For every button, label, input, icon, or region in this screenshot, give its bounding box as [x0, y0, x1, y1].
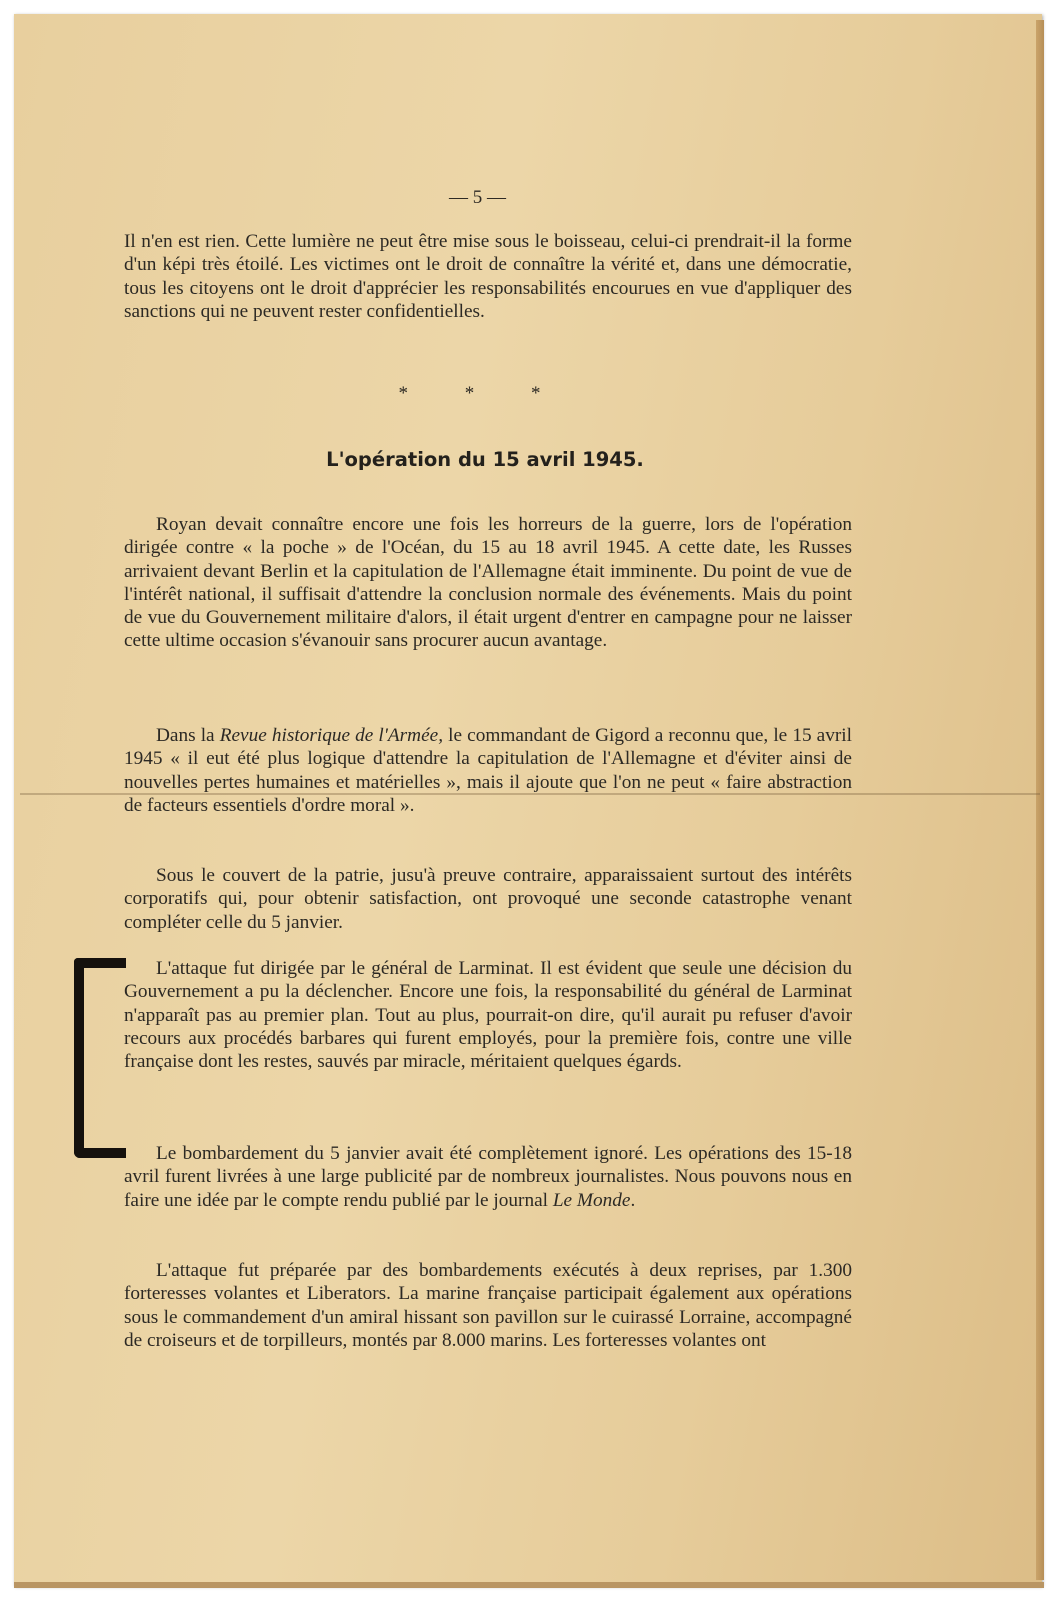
- paragraph-block-4: [124, 957, 852, 1073]
- paragraph-2-rest: le commandant de Gigord a reconnu que, le 15 avril 1945 « il eut été plus logique d'attendre la capitulation de l'Allemagne et d'éviter ainsi de nouvelles pertes humaines et matérielles », mais il ajoute que l'on ne peut « faire abstraction de facteurs essentiels d'ordre moral ».: [124, 725, 853, 816]
- paragraph-5-start: Le bombardement du 5 janvier avait été complètement ignoré. Les opérations des 15-18 avril furent livrées à une large publicité par de nombreux journalistes. Nous pouvons nous en faire une idée par le compte rendu publié par le journal: [124, 1143, 852, 1211]
- paragraph-5: [124, 1142, 852, 1212]
- paragraph-block-6: [124, 1259, 852, 1352]
- lead-paragraph: Il n'en est rien. Cette lumière ne peut être mise sous le boisseau, celui-ci prendrait-il la forme d'un képi très étoilé. Les victimes ont le droit de connaître la vérité et, dans une démocratie, tous les citoyens ont le droit d'apprécier les responsabilités encourues en vue d'appliquer des sanctions qui ne peuvent rester confidentielles.: [124, 231, 852, 322]
- paragraph-2-start: Dans la: [156, 725, 220, 746]
- journal-title-revue: Revue historique de l'Armée,: [219, 725, 444, 746]
- paragraph-block-2: [124, 724, 852, 817]
- handwritten-bracket-mark: [74, 958, 126, 1158]
- paragraph-block-1: [124, 513, 852, 653]
- section-heading: L'opération du 15 avril 1945.: [326, 448, 644, 471]
- page-number: — 5 —: [449, 187, 506, 208]
- paragraph-2: [124, 724, 852, 817]
- paragraph-5-end: .: [630, 1189, 636, 1211]
- paragraph-block-3: [124, 864, 852, 934]
- paragraph-3: Sous le couvert de la patrie, jusu'à preuve contraire, apparaissaient surtout des intérêts corporatifs qui, pour obtenir satisfaction, ont provoqué une seconde catastrophe venant compléter celle du 5 janvier.: [124, 865, 852, 933]
- lead-paragraph-block: [124, 230, 852, 323]
- page-edge-right: [1036, 20, 1044, 1580]
- paragraph-1: Royan devait connaître encore une fois les horreurs de la guerre, lors de l'opération dirigée contre « la poche » de l'Océan, du 15 au 18 avril 1945. A cette date, les Russes arrivaient devant Berlin et la capitulation de l'Allemagne était imminente. Du point de vue de l'intérêt national, il suffisait d'attendre la conclusion normale des événements. Mais du point de vue du Gouvernement militaire d'alors, il était urgent d'entrer en campagne pour ne laisser cette ultime occasion s'évanouir sans procurer aucun avantage.: [124, 514, 852, 652]
- paragraph-block-5: [124, 1142, 852, 1212]
- paragraph-6: L'attaque fut préparée par des bombardements exécutés à deux reprises, par 1.300 forteresses volantes et Liberators. La marine française participait également aux opérations sous le commandement d'un amiral hissant son pavillon sur le cuirassé Lorraine, accompagné de croiseurs et de torpilleurs, montés par 8.000 marins. Les forteresses volantes ont: [124, 1260, 852, 1351]
- page-edge-bottom: [14, 1582, 1044, 1588]
- paragraph-4: L'attaque fut dirigée par le général de Larminat. Il est évident que seule une décision du Gouvernement a pu la déclencher. Encore une fois, la responsabilité du général de Larminat n'apparaît pas au premier plan. Tout au plus, pourrait-on dire, qu'il aurait pu refuser d'avoir recours aux procédés barbares qui furent employés, pour la première fois, contre une ville française dont les restes, sauvés par miracle, méritaient quelques égards.: [124, 958, 852, 1073]
- newspaper-title-le-monde: Le Monde: [552, 1189, 631, 1211]
- section-separator: * * *: [398, 383, 567, 404]
